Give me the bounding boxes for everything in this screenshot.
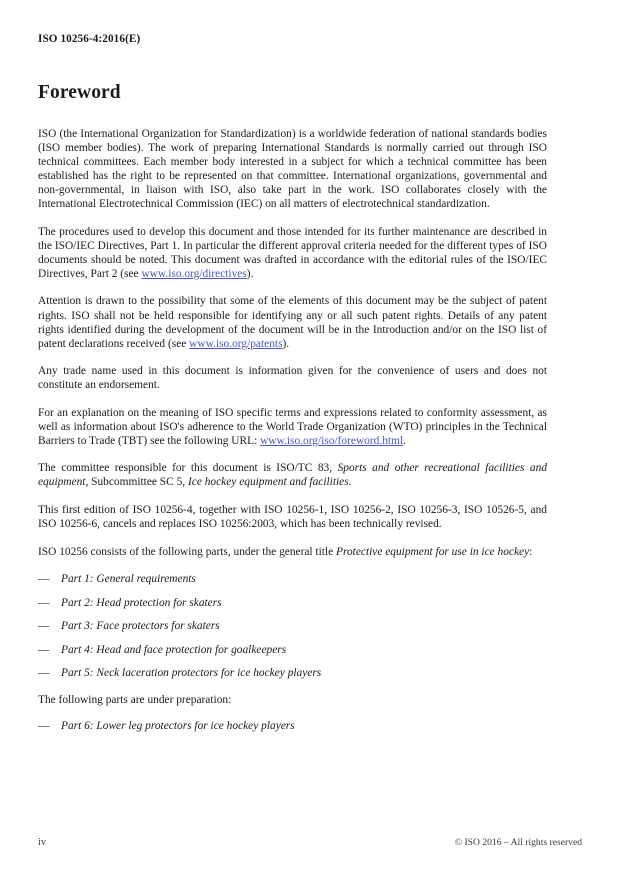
page-number: iv	[38, 837, 47, 848]
paragraph-conformity-text: For an explanation on the meaning of ISO specific terms and expressions related to conformity assessment, as well as information about ISO's adherence to the World Trade Organization (WTO) principles in the Technical Barriers to Trade (TBT) see the following URL:	[38, 406, 547, 447]
page-title: Foreword	[38, 82, 121, 103]
paragraph-committee-text-2: , Subcommittee SC 5,	[85, 476, 188, 489]
paragraph-trade-name: Any trade name used in this document is information given for the convenience of users and does not constitute an endorsement.	[38, 365, 547, 392]
published-parts-block	[38, 572, 547, 680]
link-iso-patents[interactable]: www.iso.org/patents	[189, 337, 283, 350]
list-item	[38, 619, 547, 633]
published-parts-list	[38, 572, 547, 680]
document-header-reference: ISO 10256-4:2016(E)	[38, 33, 141, 45]
list-item	[38, 643, 547, 657]
list-item-label: Part 1: General requirements	[61, 573, 196, 586]
paragraph-parts-intro-text: ISO 10256 consists of the following parts, under the general title	[38, 545, 336, 558]
paragraph-procedures-tail: ).	[246, 267, 254, 280]
paragraph-parts-under-preparation: The following parts are under preparation:	[38, 694, 232, 707]
paragraph-procedures	[38, 225, 547, 281]
paragraph-committee-text-3: .	[348, 476, 352, 489]
paragraph-procedures-text: The procedures used to develop this document and those intended for its further maintenance are described in the ISO/IEC Directives, Part 1. In particular the different approval criteria needed for the different types of ISO documents should be noted. This document was drafted in accordance with the editorial rules of the ISO/IEC Directives, Part 2 (see	[38, 225, 547, 280]
paragraph-parts-intro	[38, 545, 547, 559]
list-item	[38, 719, 547, 733]
paragraph-committee-text-1: The committee responsible for this document is ISO/TC 83,	[38, 462, 338, 475]
list-item-label: Part 3: Face protectors for skaters	[61, 620, 220, 633]
em-dash-bullet-icon: —	[38, 620, 50, 633]
page-footer	[38, 837, 582, 848]
list-item	[38, 572, 547, 586]
list-item-label: Part 4: Head and face protection for goalkeepers	[61, 643, 287, 656]
paragraph-first-edition: This first edition of ISO 10256-4, together with ISO 10256-1, ISO 10256-2, ISO 10256-3, ISO 10526-5, and ISO 10256-6, cancels and replaces ISO 10256:2003, which has been technically revised.	[38, 503, 547, 531]
copyright-notice: © ISO 2016 – All rights reserved	[454, 837, 582, 848]
paragraph-patent-rights-tail: ).	[282, 337, 290, 350]
em-dash-bullet-icon: —	[38, 573, 50, 586]
list-item	[38, 596, 547, 610]
committee-title-sc5: Ice hockey equipment and facilities	[187, 476, 349, 489]
list-item	[38, 666, 547, 680]
paragraph-committee	[38, 461, 547, 489]
paragraph-patent-rights-text: Attention is drawn to the possibility that some of the elements of this document may be the subject of patent rights. ISO shall not be held responsible for identifying any or all such patent rights. Details of any patent rights identified during the development of the document will be in the Introduction and/or on the ISO list of patent declarations received (see	[38, 295, 547, 350]
link-iso-foreword[interactable]: www.iso.org/iso/foreword.html	[260, 434, 404, 447]
list-item-label: Part 6: Lower leg protectors for ice hockey players	[61, 720, 295, 733]
list-item-label: Part 2: Head protection for skaters	[61, 596, 222, 609]
paragraph-iso-definition: ISO (the International Organization for Standardization) is a worldwide federation of national standards bodies (ISO member bodies). The work of preparing International Standards is normally carried out through ISO technical committees. Each member body interested in a subject for which a technical committee has been established has the right to be represented on that committee. International organizations, governmental and non-governmental, in liaison with ISO, also take part in the work. ISO collaborates closely with the International Electrotechnical Commission (IEC) on all matters of electrotechnical standardization.	[38, 128, 547, 211]
paragraph-patent-rights	[38, 294, 547, 350]
em-dash-bullet-icon: —	[38, 643, 50, 656]
general-title-protective-equipment: Protective equipment for use in ice hockey	[336, 545, 530, 558]
em-dash-bullet-icon: —	[38, 596, 50, 609]
link-iso-directives[interactable]: www.iso.org/directives	[141, 267, 247, 280]
em-dash-bullet-icon: —	[38, 667, 50, 680]
paragraph-parts-intro-tail: :	[529, 545, 533, 558]
em-dash-bullet-icon: —	[38, 720, 50, 733]
preparation-parts-list	[38, 719, 547, 733]
committee-title-tc83: Sports and other recreational facilities and equipment	[38, 462, 547, 489]
paragraph-conformity-assessment	[38, 406, 547, 448]
list-item-label: Part 5: Neck laceration protectors for ice hockey players	[61, 667, 322, 680]
preparation-parts-block	[38, 719, 547, 733]
paragraph-conformity-tail: .	[403, 434, 406, 447]
document-content	[38, 82, 547, 743]
